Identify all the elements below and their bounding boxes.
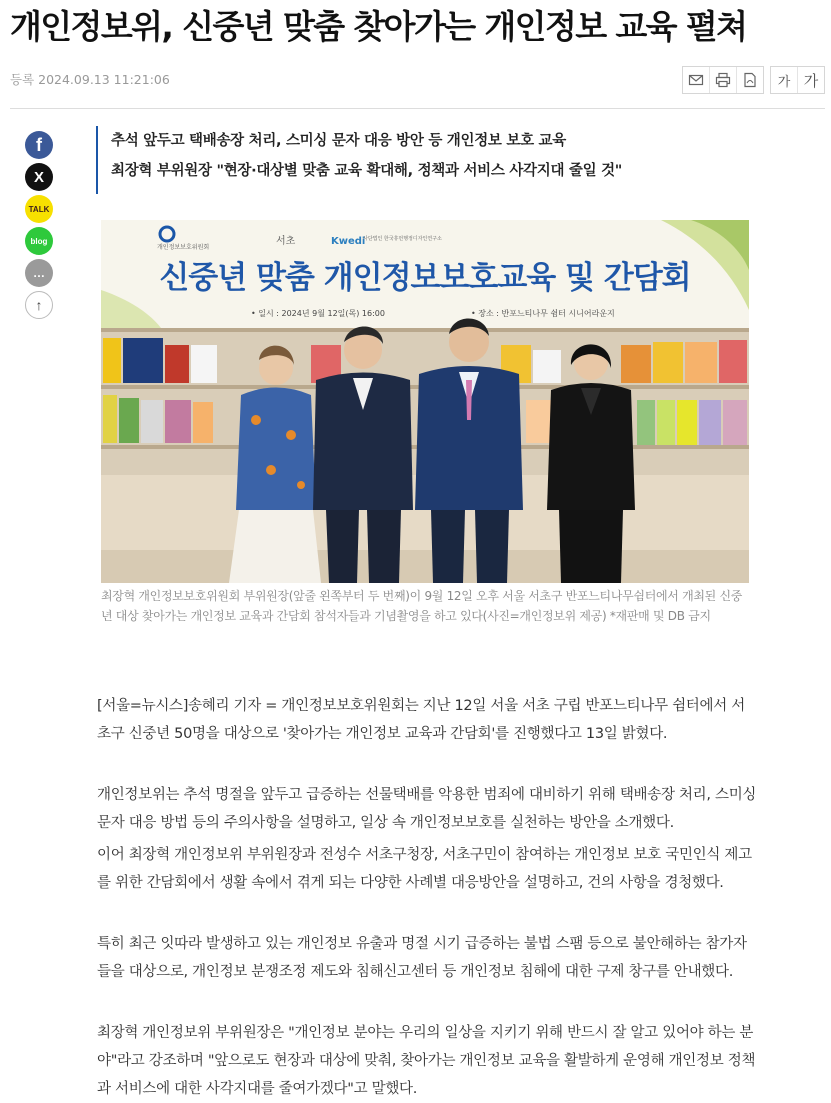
print-icon[interactable]	[709, 67, 736, 93]
share-sidebar	[25, 131, 55, 323]
font-smaller-button[interactable]: 가	[777, 74, 791, 90]
font-size-tools	[770, 66, 825, 94]
paragraph-4: 특히 최근 잇따라 발생하고 있는 개인정보 유출과 명절 시기 급증하는 불법 스팸 등으로 불안해하는 참가자들을 대상으로, 개인정보 분쟁조정 제도와 침해신고센터 등 개인정보 침해에 대한 구제 창구를 안내했다.	[97, 936, 747, 980]
pdf-icon[interactable]	[736, 67, 763, 93]
comment-icon[interactable]: …	[25, 259, 53, 287]
article-photo[interactable]	[101, 220, 749, 583]
logo-kwedi-sub: 사단법인 한국휴먼행정디자인연구소	[363, 236, 442, 242]
scroll-top-icon[interactable]: ↑	[25, 291, 53, 319]
photo-banner-place: • 장소 : 반포느티나무 쉼터 시니어라운지	[471, 309, 615, 318]
logo-seocho: 서초	[276, 236, 296, 247]
article-meta	[10, 66, 825, 96]
kakaotalk-icon[interactable]: TALK	[25, 195, 53, 223]
subtitle-1: 추석 앞두고 택배송장 처리, 스미싱 문자 대응 방안 등 개인정보 보호 교육	[111, 133, 566, 149]
article-subtitles	[96, 126, 622, 194]
logo-pipc: 개인정보보호위원회	[157, 244, 210, 251]
paragraph-2: 개인정보위는 추석 명절을 앞두고 급증하는 선물택배를 악용한 범죄에 대비하기 위해 택배송장 처리, 스미싱 문자 대응 방법 등의 주의사항을 설명하고, 일상 속 개인정보보호를 실천하는 방안을 소개했다.	[97, 787, 757, 831]
logo-kwedi: Kwedi	[331, 236, 366, 247]
mail-icon[interactable]	[683, 67, 709, 93]
photo-banner-date: • 일시 : 2024년 9월 12일(목) 16:00	[251, 309, 385, 318]
paragraph-3: 이어 최장혁 개인정보위 부위원장과 전성수 서초구청장, 서초구민이 참여하는 개인정보 보호 국민인식 제고를 위한 간담회에서 생활 속에서 겪게 되는 다양한 사례별 대응방안을 설명하고, 건의 사항을 경청했다.	[97, 847, 752, 891]
font-larger-button[interactable]: 가	[797, 67, 824, 93]
header-divider	[10, 108, 825, 109]
share-tools	[682, 66, 764, 94]
publish-date: 등록 2024.09.13 11:21:06	[10, 72, 170, 87]
article-headline: 개인정보위, 신중년 맞춤 찾아가는 개인정보 교육 펼쳐	[10, 7, 747, 46]
x-twitter-icon[interactable]: X	[25, 163, 53, 191]
article-body	[97, 692, 757, 1103]
subtitle-2: 최장혁 부위원장 "현장·대상별 맞춤 교육 확대해, 정책과 서비스 사각지대 줄일 것"	[111, 163, 623, 179]
blog-icon[interactable]: blog	[25, 227, 53, 255]
facebook-icon[interactable]: f	[25, 131, 53, 159]
article-tools	[676, 66, 825, 94]
photo-banner-title: 신중년 맞춤 개인정보보호교육 및 간담회	[159, 260, 691, 296]
paragraph-5: 최장혁 개인정보위 부위원장은 "개인정보 분야는 우리의 일상을 지키기 위해 반드시 잘 알고 있어야 하는 분야"라고 강조하며 "앞으로도 현장과 대상에 맞춰, 찾아가는 개인정보 교육을 활발하게 운영해 개인정보 정책과 서비스에 대한 사각지대를 줄여가겠다"고 말했다.	[97, 1025, 756, 1097]
paragraph-1: [서울=뉴시스]송혜리 기자 = 개인정보보호위원회는 지난 12일 서울 서초 구립 반포느티나무 쉼터에서 서초구 신중년 50명을 대상으로 '찾아가는 개인정보 교육과 간담회'를 진행했다고 13일 밝혔다.	[97, 698, 745, 742]
photo-caption: 최장혁 개인정보보호위원회 부위원장(앞줄 왼쪽부터 두 번째)이 9월 12일 오후 서울 서초구 반포느티나무쉼터에서 개최된 신중년 대상 찾아가는 개인정보 교육과 간담회 참석자들과 기념촬영을 하고 있다(사진=개인정보위 제공) *재판매 및 DB 금지	[101, 589, 743, 623]
